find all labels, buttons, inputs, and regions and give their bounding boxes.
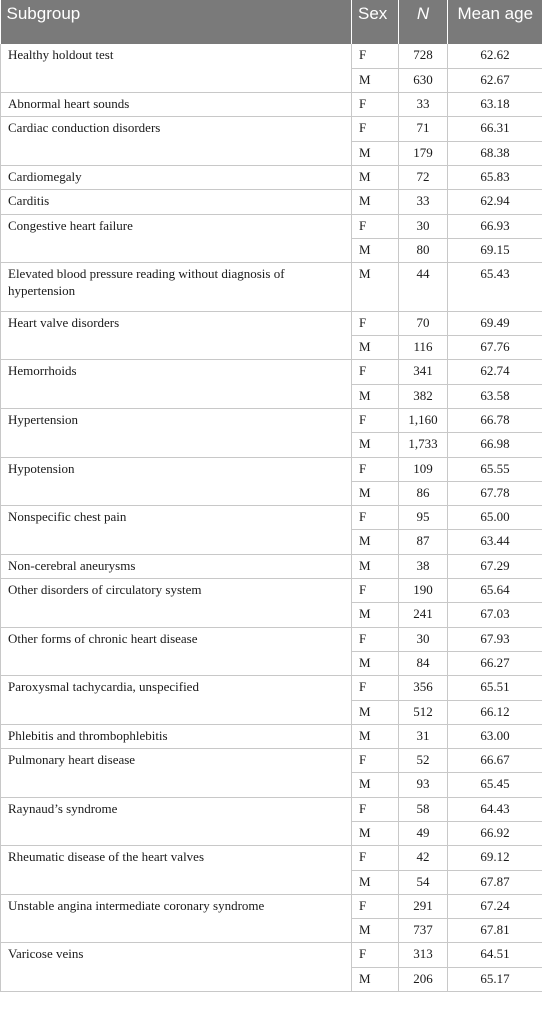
table-row (1, 408, 542, 432)
n-cell: 80 (399, 238, 448, 262)
table-row (1, 263, 542, 312)
mean-age-cell: 66.93 (448, 214, 542, 238)
table-row (1, 457, 542, 481)
sex-cell: M (352, 967, 399, 991)
table-row (1, 44, 542, 68)
mean-age-cell: 69.15 (448, 238, 542, 262)
n-cell: 42 (399, 846, 448, 870)
n-cell: 190 (399, 579, 448, 603)
table-row (1, 117, 542, 141)
table-body (1, 44, 542, 992)
n-cell: 728 (399, 44, 448, 68)
n-cell: 33 (399, 93, 448, 117)
subgroup-cell: Varicose veins (1, 943, 352, 992)
table-row (1, 724, 542, 748)
subgroup-cell: Phlebitis and thrombophlebitis (1, 724, 352, 748)
n-cell: 84 (399, 651, 448, 675)
sex-cell: F (352, 117, 399, 141)
n-cell: 52 (399, 749, 448, 773)
sex-cell: F (352, 457, 399, 481)
mean-age-cell: 62.62 (448, 44, 542, 68)
mean-age-cell: 65.45 (448, 773, 542, 797)
sex-cell: F (352, 797, 399, 821)
sex-cell: M (352, 822, 399, 846)
mean-age-cell: 63.00 (448, 724, 542, 748)
n-cell: 70 (399, 311, 448, 335)
header-n: N (399, 0, 448, 44)
mean-age-cell: 65.43 (448, 263, 542, 312)
subgroup-cell: Pulmonary heart disease (1, 749, 352, 798)
table-row (1, 554, 542, 578)
subgroup-cell: Heart valve disorders (1, 311, 352, 360)
sex-cell: M (352, 263, 399, 312)
n-cell: 313 (399, 943, 448, 967)
sex-cell: F (352, 676, 399, 700)
mean-age-cell: 62.94 (448, 190, 542, 214)
sex-cell: M (352, 238, 399, 262)
n-cell: 341 (399, 360, 448, 384)
sex-cell: M (352, 773, 399, 797)
subgroup-cell: Hypertension (1, 408, 352, 457)
table-row (1, 749, 542, 773)
mean-age-cell: 69.49 (448, 311, 542, 335)
sex-cell: M (352, 68, 399, 92)
subgroup-cell: Cardiac conduction disorders (1, 117, 352, 166)
sex-cell: M (352, 481, 399, 505)
subgroup-cell: Paroxysmal tachycardia, unspecified (1, 676, 352, 725)
subgroup-cell: Rheumatic disease of the heart valves (1, 846, 352, 895)
n-cell: 179 (399, 141, 448, 165)
subgroup-cell: Carditis (1, 190, 352, 214)
sex-cell: F (352, 311, 399, 335)
sex-cell: F (352, 93, 399, 117)
mean-age-cell: 66.27 (448, 651, 542, 675)
n-cell: 116 (399, 336, 448, 360)
sex-cell: M (352, 870, 399, 894)
header-subgroup: Subgroup (1, 0, 352, 44)
sex-cell: M (352, 190, 399, 214)
table-row (1, 190, 542, 214)
subgroup-cell: Healthy holdout test (1, 44, 352, 93)
subgroup-cell: Raynaud’s syndrome (1, 797, 352, 846)
header-mean-age: Mean age (448, 0, 542, 44)
n-cell: 241 (399, 603, 448, 627)
table-row (1, 360, 542, 384)
sex-cell: M (352, 141, 399, 165)
n-cell: 31 (399, 724, 448, 748)
sex-cell: M (352, 919, 399, 943)
mean-age-cell: 66.98 (448, 433, 542, 457)
mean-age-cell: 66.31 (448, 117, 542, 141)
n-cell: 58 (399, 797, 448, 821)
mean-age-cell: 67.29 (448, 554, 542, 578)
table-row (1, 627, 542, 651)
sex-cell: M (352, 651, 399, 675)
n-cell: 54 (399, 870, 448, 894)
sex-cell: F (352, 894, 399, 918)
mean-age-cell: 65.51 (448, 676, 542, 700)
sex-cell: F (352, 214, 399, 238)
sex-cell: M (352, 700, 399, 724)
mean-age-cell: 65.64 (448, 579, 542, 603)
sex-cell: F (352, 943, 399, 967)
n-cell: 1,733 (399, 433, 448, 457)
subgroup-cell: Cardiomegaly (1, 165, 352, 189)
mean-age-cell: 63.18 (448, 93, 542, 117)
table-row (1, 943, 542, 967)
mean-age-cell: 66.67 (448, 749, 542, 773)
n-cell: 33 (399, 190, 448, 214)
mean-age-cell: 68.38 (448, 141, 542, 165)
sex-cell: M (352, 165, 399, 189)
mean-age-cell: 69.12 (448, 846, 542, 870)
header-sex: Sex (352, 0, 399, 44)
n-cell: 630 (399, 68, 448, 92)
mean-age-cell: 64.43 (448, 797, 542, 821)
table-row (1, 676, 542, 700)
mean-age-cell: 65.00 (448, 506, 542, 530)
sex-cell: F (352, 44, 399, 68)
n-cell: 1,160 (399, 408, 448, 432)
sex-cell: M (352, 336, 399, 360)
mean-age-cell: 64.51 (448, 943, 542, 967)
n-cell: 49 (399, 822, 448, 846)
sex-cell: F (352, 627, 399, 651)
sex-cell: F (352, 579, 399, 603)
sex-cell: F (352, 846, 399, 870)
n-cell: 71 (399, 117, 448, 141)
sex-cell: M (352, 433, 399, 457)
header-row (1, 0, 542, 44)
subgroup-cell: Abnormal heart sounds (1, 93, 352, 117)
mean-age-cell: 66.92 (448, 822, 542, 846)
subgroup-cell: Other forms of chronic heart disease (1, 627, 352, 676)
n-cell: 291 (399, 894, 448, 918)
mean-age-cell: 67.24 (448, 894, 542, 918)
mean-age-cell: 65.83 (448, 165, 542, 189)
mean-age-cell: 66.78 (448, 408, 542, 432)
mean-age-cell: 65.55 (448, 457, 542, 481)
n-cell: 72 (399, 165, 448, 189)
sex-cell: M (352, 603, 399, 627)
n-cell: 95 (399, 506, 448, 530)
n-cell: 87 (399, 530, 448, 554)
mean-age-cell: 62.67 (448, 68, 542, 92)
sex-cell: F (352, 408, 399, 432)
mean-age-cell: 67.76 (448, 336, 542, 360)
mean-age-cell: 67.81 (448, 919, 542, 943)
sex-cell: M (352, 554, 399, 578)
mean-age-cell: 67.93 (448, 627, 542, 651)
n-cell: 30 (399, 627, 448, 651)
n-cell: 44 (399, 263, 448, 312)
table-row (1, 214, 542, 238)
n-cell: 512 (399, 700, 448, 724)
n-cell: 382 (399, 384, 448, 408)
sex-cell: F (352, 360, 399, 384)
mean-age-cell: 67.03 (448, 603, 542, 627)
n-cell: 86 (399, 481, 448, 505)
n-cell: 30 (399, 214, 448, 238)
n-cell: 93 (399, 773, 448, 797)
mean-age-cell: 67.78 (448, 481, 542, 505)
n-cell: 737 (399, 919, 448, 943)
n-cell: 38 (399, 554, 448, 578)
table-row (1, 165, 542, 189)
n-cell: 356 (399, 676, 448, 700)
mean-age-cell: 67.87 (448, 870, 542, 894)
sex-cell: F (352, 749, 399, 773)
n-cell: 206 (399, 967, 448, 991)
table-row (1, 894, 542, 918)
subgroup-cell: Elevated blood pressure reading without diagnosis of hypertension (1, 263, 352, 312)
table-row (1, 846, 542, 870)
subgroup-cell: Hemorrhoids (1, 360, 352, 409)
subgroup-cell: Non-cerebral aneurysms (1, 554, 352, 578)
table-row (1, 506, 542, 530)
table-row (1, 311, 542, 335)
subgroup-cell: Other disorders of circulatory system (1, 579, 352, 628)
subgroup-cell: Congestive heart failure (1, 214, 352, 263)
sex-cell: M (352, 384, 399, 408)
n-cell: 109 (399, 457, 448, 481)
sex-cell: F (352, 506, 399, 530)
mean-age-cell: 65.17 (448, 967, 542, 991)
subgroup-cell: Unstable angina intermediate coronary syndrome (1, 894, 352, 943)
table-row (1, 797, 542, 821)
table-header (1, 0, 542, 44)
sex-cell: M (352, 530, 399, 554)
subgroup-cell: Hypotension (1, 457, 352, 506)
subgroup-cell: Nonspecific chest pain (1, 506, 352, 555)
mean-age-cell: 63.44 (448, 530, 542, 554)
table-row (1, 579, 542, 603)
mean-age-cell: 62.74 (448, 360, 542, 384)
mean-age-cell: 66.12 (448, 700, 542, 724)
table-row (1, 93, 542, 117)
sex-cell: M (352, 724, 399, 748)
mean-age-cell: 63.58 (448, 384, 542, 408)
